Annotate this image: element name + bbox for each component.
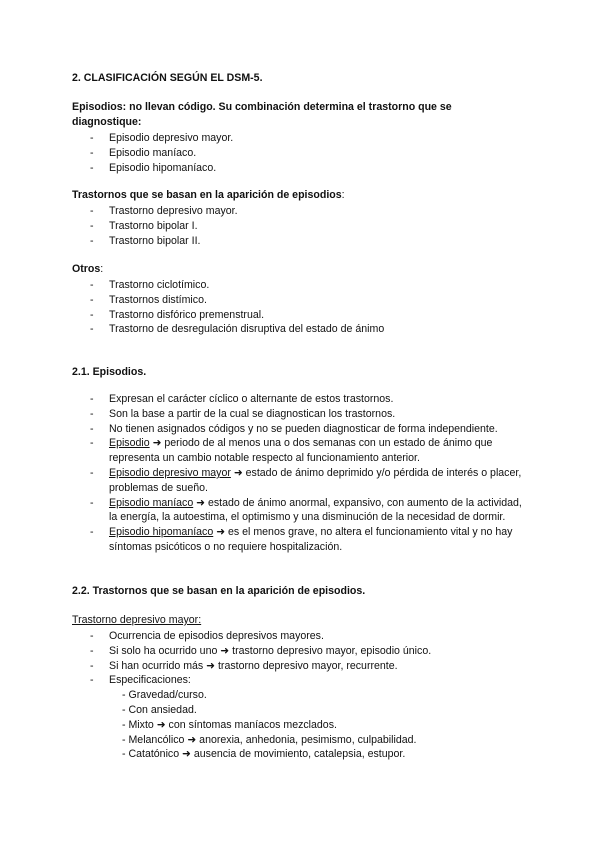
list-item: - Trastorno depresivo mayor.	[72, 204, 238, 219]
list-item: - Trastorno bipolar I.	[72, 219, 238, 234]
section-21-heading: 2.1. Episodios.	[72, 366, 147, 378]
list-item: - Expresan el carácter cíclico o alternante de estos trastornos.	[72, 392, 532, 407]
spec-item: - Gravedad/curso.	[122, 689, 207, 702]
list-item: - No tienen asignados códigos y no se pueden diagnosticar de forma independiente.	[72, 422, 532, 437]
list-item	[72, 466, 532, 496]
disorders-lead-text: Trastornos que se basan en la aparición de episodios	[72, 189, 342, 201]
section-22-heading: 2.2. Trastornos que se basan en la aparición de episodios.	[72, 585, 366, 597]
episodes-list	[72, 131, 233, 175]
term: Episodio	[109, 437, 150, 450]
disorders-lead: Trastornos que se basan en la aparición de episodios:	[72, 189, 345, 201]
subheading-trastorno-depresivo: Trastorno depresivo mayor:	[72, 614, 202, 626]
list-item: - Episodio hipomaníaco.	[72, 161, 233, 176]
list-item: - Si han ocurrido más ➜ trastorno depresivo mayor, recurrente.	[72, 659, 431, 674]
disorders-list	[72, 204, 238, 248]
list-item	[72, 525, 532, 555]
definition: ➜ estado de ánimo deprimido y/o pérdida de interés o placer, problemas de sueño.	[109, 466, 522, 494]
definition: ➜ estado de ánimo anormal, expansivo, con aumento de la actividad, la energía, la autoestima, el optimismo y una disminución de la necesidad de dormir.	[109, 496, 522, 524]
others-lead-text: Otros	[72, 263, 101, 275]
section-2-heading: 2. CLASIFICACIÓN SEGÚN EL DSM-5.	[72, 72, 263, 84]
episodes-lead-cont	[72, 116, 141, 128]
specs-list	[109, 688, 431, 762]
spec-item: - Mixto ➜ con síntomas maníacos mezclados.	[122, 718, 337, 731]
list-item: - Ocurrencia de episodios depresivos mayores.	[72, 629, 431, 644]
spec-item: - Melancólico ➜ anorexia, anhedonia, pesimismo, culpabilidad.	[122, 733, 417, 746]
definition: ➜ es el menos grave, no altera el funcionamiento vital y no hay síntomas psicóticos o no requiere hospitalización.	[109, 526, 513, 553]
list-item: - Trastorno ciclotímico.	[72, 278, 384, 293]
list-item: - Trastorno de desregulación disruptiva del estado de ánimo	[72, 322, 384, 337]
list-item: - Trastornos distímico.	[72, 293, 384, 308]
term: Episodio maníaco	[109, 496, 194, 509]
episodes-detail-list	[72, 392, 532, 555]
others-list	[72, 278, 384, 337]
list-item: - Episodio maníaco.	[72, 146, 233, 161]
episodes-lead-text-2: diagnostique:	[72, 116, 142, 128]
list-item: - Trastorno disfórico premenstrual.	[72, 308, 384, 323]
trastorno-list	[72, 629, 431, 762]
list-item	[72, 496, 532, 526]
term: Episodio depresivo mayor	[109, 466, 231, 479]
list-item	[72, 436, 532, 466]
list-item: - Episodio depresivo mayor.	[72, 131, 233, 146]
episodes-lead	[72, 101, 452, 113]
term: Episodio hipomaníaco	[109, 526, 214, 539]
list-item	[72, 673, 431, 762]
definition: ➜ periodo de al menos una o dos semanas con un estado de ánimo que representa un cambio notable respecto al funcionamiento anterior.	[109, 437, 493, 465]
spec-item: - Catatónico ➜ ausencia de movimiento, catalepsia, estupor.	[122, 748, 406, 761]
list-item: - Si solo ha ocurrido uno ➜ trastorno depresivo mayor, episodio único.	[72, 644, 431, 659]
spec-item: - Con ansiedad.	[122, 703, 197, 716]
list-item: - Trastorno bipolar II.	[72, 234, 238, 249]
episodes-lead-text: Episodios: no llevan código. Su combinación determina el trastorno que se	[72, 101, 452, 113]
others-lead: Otros:	[72, 263, 104, 275]
specs-label: Especificaciones:	[109, 674, 191, 687]
list-item: - Son la base a partir de la cual se diagnostican los trastornos.	[72, 407, 532, 422]
